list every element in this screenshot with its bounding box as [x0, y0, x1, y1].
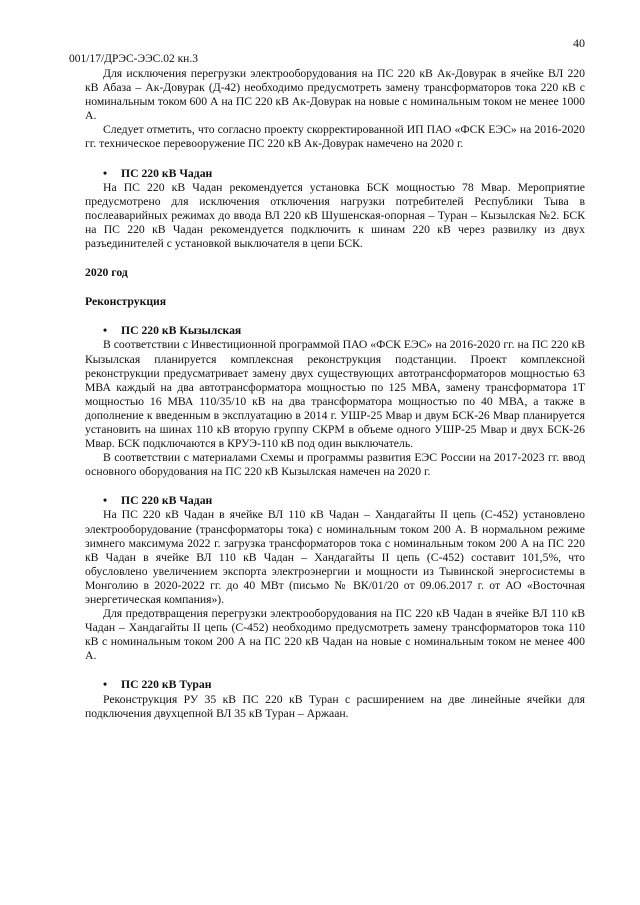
paragraph-akdovurak-note: Следует отметить, что согласно проекту скорректированной ИП ПАО «ФСК ЕЭС» на 2016-2020 гг. техническое перевооружение ПС 220 кВ Ак-Довурак намечено на 2020 г. — [85, 123, 585, 151]
page-content — [85, 67, 585, 721]
heading-kyzylskaya — [85, 324, 585, 338]
document-code: 001/17/ДРЭС-ЭЭС.02 кн.3 — [69, 53, 198, 65]
bullet-icon: • — [103, 324, 108, 338]
paragraph-akdovurak-overload: Для исключения перегрузки электрооборудования на ПС 220 кВ Ак-Довурак в ячейке ВЛ 220 кВ Абаза – Ак-Довурак (Д-42) необходимо предусмотреть замену трансформаторов тока 220 кВ с номинальным током 600 А на ПС 220 кВ Ак-Довурак на новые с номинальным током не менее 1000 А. — [85, 67, 585, 123]
heading-text: ПС 220 кВ Кызылская — [121, 324, 242, 338]
heading-text: ПС 220 кВ Чадан — [121, 494, 213, 508]
heading-chadan-ct — [85, 494, 585, 508]
bullet-icon: • — [103, 678, 108, 692]
paragraph-kyzylskaya-schedule: В соответствии с материалами Схемы и программы развития ЕЭС России на 2017-2023 гг. ввод основного оборудования на ПС 220 кВ Кызылская намечен на 2020 г. — [85, 451, 585, 479]
paragraph-chadan-bsk: На ПС 220 кВ Чадан рекомендуется установка БСК мощностью 78 Мвар. Мероприятие предусмотрено для исключения отключения нагрузки потребителей Республики Тыва в послеаварийных режимах до ввода ВЛ 220 кВ Шушенская-опорная – Туран – Кызылская №2. БСК на ПС 220 кВ Чадан рекомендуется подключить к шинам 220 кВ через развилку из двух разъединителей с установкой выключателя в цепи БСК. — [85, 180, 585, 251]
paragraph-chadan-ct-load: На ПС 220 кВ Чадан в ячейке ВЛ 110 кВ Чадан – Хандагайты II цепь (С-452) установлено электрооборудование (трансформаторы тока) с номинальным током 200 А. В нормальном режиме зимнего максимума 2022 г. загрузка трансформаторов тока с номинальным током 200 А на ПС 220 кВ Чадан в ячейке ВЛ 110 кВ Чадан – Хандагайты II цепь (С-452) составит 101,5%, что обусловлено увеличением экспорта электроэнергии и мощности из Тывинской энергосистемы в Монголию в 2020-2022 гг. до 40 МВт (письмо № ВК/01/20 от 09.06.2017 г. от АО «Восточная энергетическая компания»). — [85, 508, 585, 606]
heading-reconstruction: Реконструкция — [85, 295, 167, 309]
bullet-icon: • — [103, 494, 108, 508]
paragraph-turan-reconstruction: Реконструкция РУ 35 кВ ПС 220 кВ Туран с расширением на две линейные ячейки для подключения двухцепной ВЛ 35 кВ Туран – Аржаан. — [85, 692, 585, 720]
paragraph-chadan-ct-replacement: Для предотвращения перегрузки электрооборудования на ПС 220 кВ Чадан в ячейке ВЛ 110 кВ Чадан – Хандагайты II цепь (С-452) необходимо предусмотреть замену трансформаторов тока 110 кВ с номинальным током 200 А на ПС 220 кВ Чадан на новые с номинальным током не менее 400 А. — [85, 607, 585, 663]
paragraph-kyzylskaya-reconstruction: В соответствии с Инвестиционной программой ПАО «ФСК ЕЭС» на 2016-2020 гг. на ПС 220 кВ Кызылская планируется комплексная реконструкция подстанции. Проект комплексной реконструкции предусматривает замену двух существующих автотрансформаторов мощностью 63 МВА каждый на два автотрансформатора мощностью по 125 МВА, замену трансформатора 1Т мощностью 16 МВА 110/35/10 кВ на два трансформатора мощностью по 40 МВА, а также в дополнение к введенным в эксплуатацию в 2014 г. УШР-25 Мвар и двум БСК-26 Мвар планируется установить на шинах 110 кВ вторую группу СКРМ в объеме одного УШР-25 Мвар и двух БСК-26 Мвар. БСК подключаются в КРУЭ-110 кВ под один выключатель. — [85, 338, 585, 451]
heading-text: ПС 220 кВ Чадан — [121, 166, 213, 180]
heading-chadan-bsk — [85, 167, 585, 181]
heading-year: 2020 год — [85, 266, 128, 280]
page-number: 40 — [573, 36, 585, 50]
heading-turan — [85, 678, 585, 692]
heading-text: ПС 220 кВ Туран — [121, 678, 212, 692]
bullet-icon: • — [103, 166, 108, 180]
